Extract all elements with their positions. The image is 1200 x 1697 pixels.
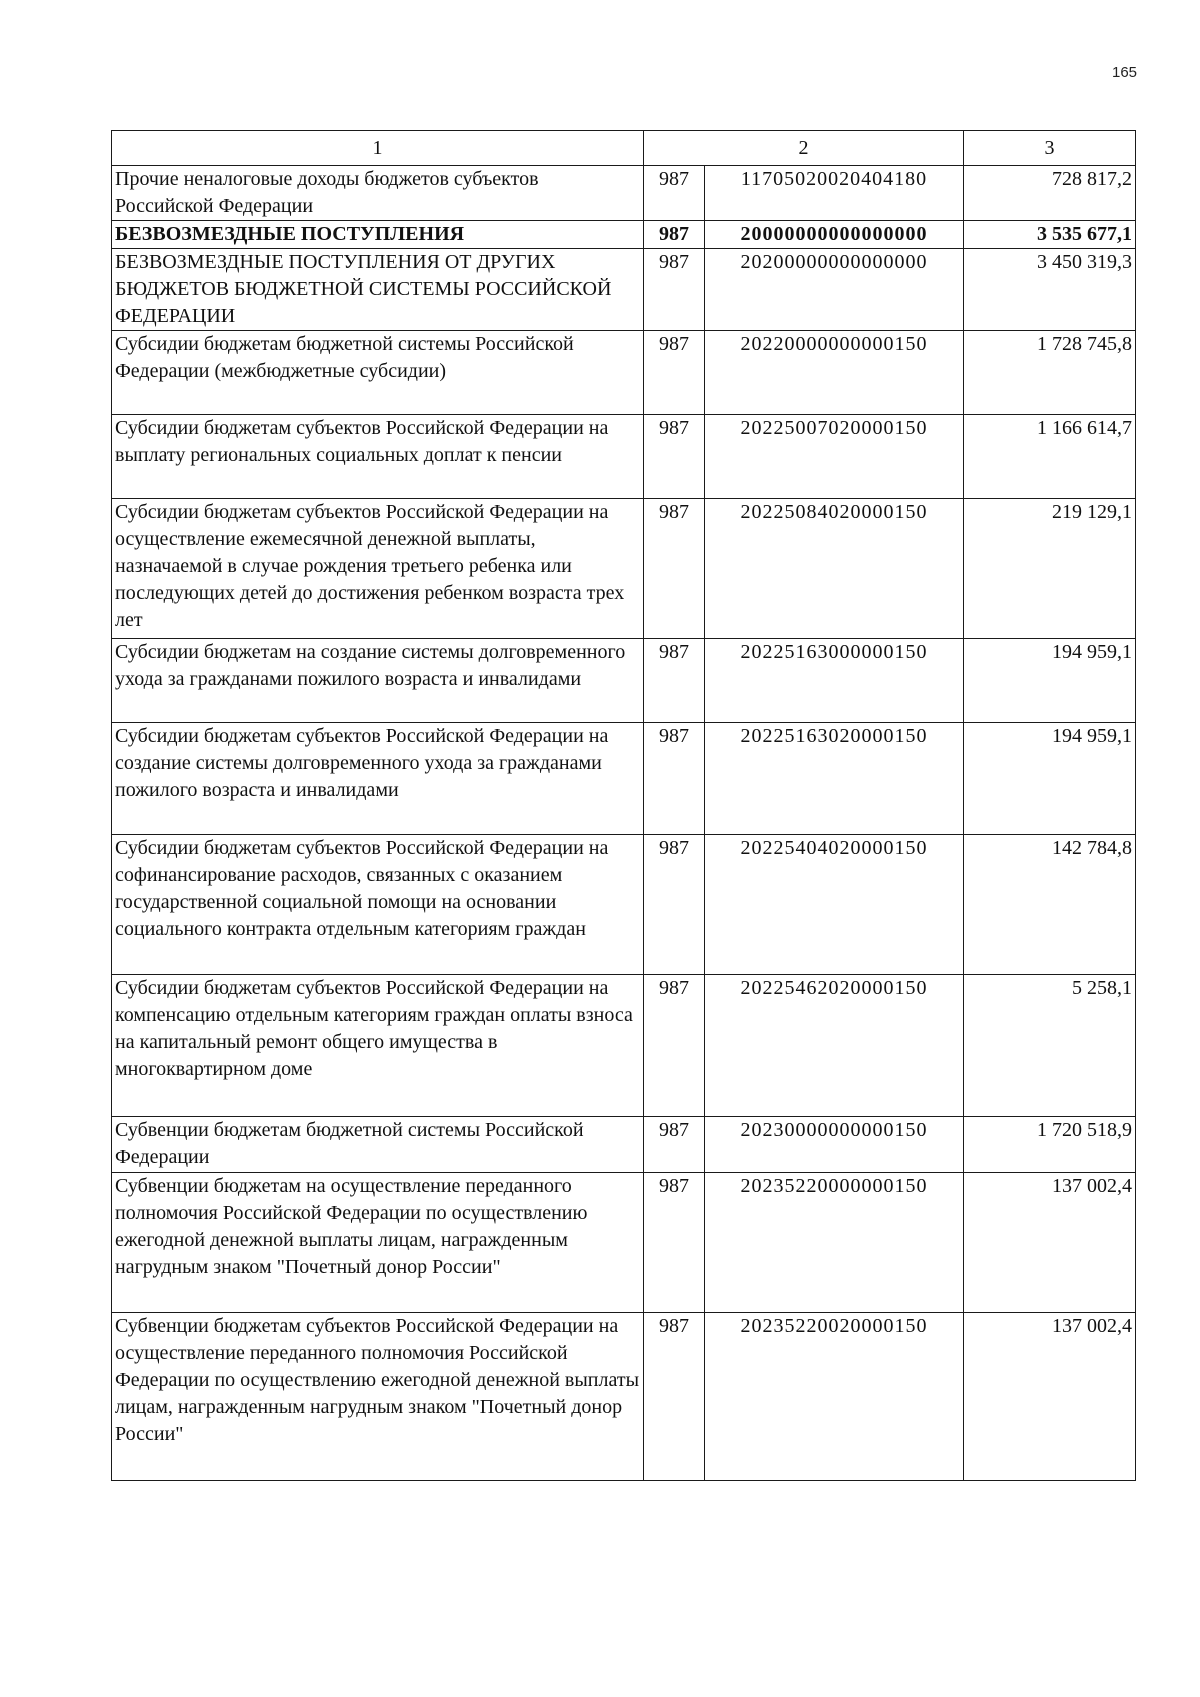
row-admin-code: 987 xyxy=(644,835,705,975)
row-budget-code: 20235220000000150 xyxy=(705,1173,964,1313)
row-admin-code: 987 xyxy=(644,1173,705,1313)
table-row xyxy=(112,1117,1136,1173)
row-amount: 1 166 614,7 xyxy=(964,415,1136,499)
row-admin-code: 987 xyxy=(644,723,705,835)
row-amount: 3 450 319,3 xyxy=(964,249,1136,331)
row-admin-code: 987 xyxy=(644,249,705,331)
row-name: Субсидии бюджетам на создание системы долговременного ухода за гражданами пожилого возраста и инвалидами xyxy=(112,639,644,723)
row-admin-code: 987 xyxy=(644,221,705,249)
row-budget-code: 20225084020000150 xyxy=(705,499,964,639)
page-number: 165 xyxy=(1112,64,1138,81)
row-name: Прочие неналоговые доходы бюджетов субъектов Российской Федерации xyxy=(112,166,644,221)
table-row xyxy=(112,249,1136,331)
row-admin-code: 987 xyxy=(644,639,705,723)
header-col-2: 2 xyxy=(644,131,964,166)
table-header-row xyxy=(112,131,1136,166)
row-budget-code: 20230000000000150 xyxy=(705,1117,964,1173)
header-col-3: 3 xyxy=(964,131,1136,166)
table-row xyxy=(112,331,1136,415)
table-row xyxy=(112,499,1136,639)
row-name: Субвенции бюджетам на осуществление переданного полномочия Российской Федерации по осуществлению ежегодной денежной выплаты лицам, награжденным нагрудным знаком "Почетный донор России" xyxy=(112,1173,644,1313)
budget-revenue-table xyxy=(111,130,1136,1481)
row-amount: 194 959,1 xyxy=(964,723,1136,835)
table-row xyxy=(112,415,1136,499)
row-admin-code: 987 xyxy=(644,1117,705,1173)
row-budget-code: 20235220020000150 xyxy=(705,1313,964,1481)
row-budget-code: 20200000000000000 xyxy=(705,249,964,331)
row-budget-code: 11705020020404180 xyxy=(705,166,964,221)
row-amount: 219 129,1 xyxy=(964,499,1136,639)
row-budget-code: 20225163020000150 xyxy=(705,723,964,835)
row-amount: 194 959,1 xyxy=(964,639,1136,723)
row-amount: 728 817,2 xyxy=(964,166,1136,221)
row-budget-code: 20220000000000150 xyxy=(705,331,964,415)
row-amount: 1 720 518,9 xyxy=(964,1117,1136,1173)
row-admin-code: 987 xyxy=(644,331,705,415)
row-admin-code: 987 xyxy=(644,975,705,1117)
table-row xyxy=(112,1313,1136,1481)
table-row xyxy=(112,975,1136,1117)
row-name: БЕЗВОЗМЕЗДНЫЕ ПОСТУПЛЕНИЯ ОТ ДРУГИХ БЮДЖЕТОВ БЮДЖЕТНОЙ СИСТЕМЫ РОССИЙСКОЙ ФЕДЕРАЦИИ xyxy=(112,249,644,331)
row-name: Субсидии бюджетам субъектов Российской Федерации на компенсацию отдельным категориям граждан оплаты взноса на капитальный ремонт общего имущества в многоквартирном доме xyxy=(112,975,644,1117)
row-amount: 1 728 745,8 xyxy=(964,331,1136,415)
row-name: Субсидии бюджетам субъектов Российской Федерации на софинансирование расходов, связанных с оказанием государственной социальной помощи на основании социального контракта отдельным категориям граждан xyxy=(112,835,644,975)
row-budget-code: 20225163000000150 xyxy=(705,639,964,723)
row-name: Субвенции бюджетам бюджетной системы Российской Федерации xyxy=(112,1117,644,1173)
row-amount: 137 002,4 xyxy=(964,1173,1136,1313)
row-name: Субсидии бюджетам субъектов Российской Федерации на осуществление ежемесячной денежной выплаты, назначаемой в случае рождения третьего ребенка или последующих детей до достижения ребенком возраста трех лет xyxy=(112,499,644,639)
row-admin-code: 987 xyxy=(644,166,705,221)
row-name: БЕЗВОЗМЕЗДНЫЕ ПОСТУПЛЕНИЯ xyxy=(112,221,644,249)
row-admin-code: 987 xyxy=(644,1313,705,1481)
table-row xyxy=(112,166,1136,221)
table-row xyxy=(112,639,1136,723)
row-budget-code: 20225404020000150 xyxy=(705,835,964,975)
table-row xyxy=(112,723,1136,835)
row-budget-code: 20000000000000000 xyxy=(705,221,964,249)
row-amount: 137 002,4 xyxy=(964,1313,1136,1481)
table-row xyxy=(112,221,1136,249)
row-amount: 3 535 677,1 xyxy=(964,221,1136,249)
header-col-1: 1 xyxy=(112,131,644,166)
row-amount: 142 784,8 xyxy=(964,835,1136,975)
row-budget-code: 20225007020000150 xyxy=(705,415,964,499)
row-name: Субсидии бюджетам бюджетной системы Российской Федерации (межбюджетные субсидии) xyxy=(112,331,644,415)
row-amount: 5 258,1 xyxy=(964,975,1136,1117)
row-name: Субсидии бюджетам субъектов Российской Федерации на выплату региональных социальных доплат к пенсии xyxy=(112,415,644,499)
row-budget-code: 20225462020000150 xyxy=(705,975,964,1117)
row-name: Субвенции бюджетам субъектов Российской Федерации на осуществление переданного полномочия Российской Федерации по осуществлению ежегодной денежной выплаты лицам, награжденным нагрудным знаком "Почетный донор России" xyxy=(112,1313,644,1481)
row-admin-code: 987 xyxy=(644,415,705,499)
table-row xyxy=(112,835,1136,975)
row-name: Субсидии бюджетам субъектов Российской Федерации на создание системы долговременного ухода за гражданами пожилого возраста и инвалидами xyxy=(112,723,644,835)
row-admin-code: 987 xyxy=(644,499,705,639)
table-row xyxy=(112,1173,1136,1313)
